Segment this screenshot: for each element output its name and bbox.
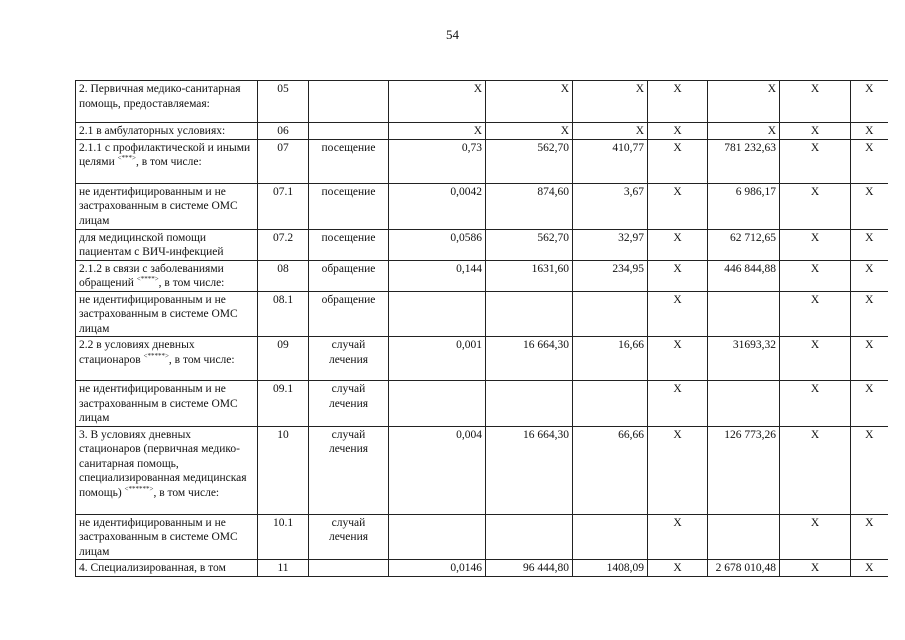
cell-n4	[708, 291, 780, 337]
data-table	[75, 80, 888, 577]
cell-n3: 16,66	[573, 337, 648, 381]
table-row	[76, 139, 888, 183]
cell-n2: 874,60	[486, 183, 573, 229]
cell-n3: 32,97	[573, 229, 648, 260]
cell-x1: X	[648, 291, 708, 337]
page-number: 54	[446, 27, 459, 42]
cell-x1: X	[648, 139, 708, 183]
cell-n1: 0,0146	[389, 560, 486, 577]
cell-code: 09	[258, 337, 309, 381]
cell-x3: X	[851, 426, 888, 514]
cell-n4	[708, 514, 780, 560]
cell-n2: X	[486, 81, 573, 123]
table-row	[76, 337, 888, 381]
cell-x2: X	[780, 514, 851, 560]
table-row	[76, 560, 888, 577]
cell-name	[76, 514, 258, 560]
cell-name	[76, 337, 258, 381]
cell-x2: X	[780, 123, 851, 140]
row-label: 2. Первичная медико-санитарная помощь, предоставляемая:	[79, 83, 241, 110]
cell-name	[76, 81, 258, 123]
cell-x1: X	[648, 123, 708, 140]
row-label-tail: , в том числе:	[158, 277, 225, 289]
cell-x3: X	[851, 139, 888, 183]
table-row	[76, 514, 888, 560]
cell-unit: случай лечения	[309, 381, 389, 427]
cell-x3: X	[851, 260, 888, 291]
cell-x1: X	[648, 337, 708, 381]
cell-unit: посещение	[309, 229, 389, 260]
cell-unit: случай лечения	[309, 337, 389, 381]
cell-n1	[389, 514, 486, 560]
cell-n3: 234,95	[573, 260, 648, 291]
cell-x2: X	[780, 139, 851, 183]
cell-name	[76, 139, 258, 183]
cell-x3: X	[851, 560, 888, 577]
cell-name	[76, 381, 258, 427]
cell-name	[76, 260, 258, 291]
cell-unit: случай лечения	[309, 426, 389, 514]
cell-x3: X	[851, 229, 888, 260]
cell-x1: X	[648, 81, 708, 123]
row-label: не идентифицированным и не застрахованным в системе ОМС лицам	[79, 516, 238, 558]
cell-n4: 6 986,17	[708, 183, 780, 229]
cell-unit	[309, 560, 389, 577]
cell-n1: 0,004	[389, 426, 486, 514]
cell-code: 07.1	[258, 183, 309, 229]
cell-name	[76, 560, 258, 577]
cell-x1: X	[648, 560, 708, 577]
cell-name	[76, 426, 258, 514]
cell-n1: X	[389, 81, 486, 123]
cell-n4: 446 844,88	[708, 260, 780, 291]
cell-n2: 96 444,80	[486, 560, 573, 577]
cell-n4: X	[708, 123, 780, 140]
cell-unit: обращение	[309, 260, 389, 291]
cell-x1: X	[648, 229, 708, 260]
row-label: 3. В условиях дневных стационаров (первичная медико-санитарная помощь, специализированная медицинская помощь)	[79, 428, 247, 499]
cell-code: 07.2	[258, 229, 309, 260]
cell-n3	[573, 291, 648, 337]
cell-x3: X	[851, 337, 888, 381]
row-label: 2.1.2 в связи с заболеваниями обращений	[79, 262, 224, 289]
row-label: 2.2 в условиях дневных стационаров	[79, 339, 195, 366]
cell-n3: X	[573, 81, 648, 123]
table-row	[76, 381, 888, 427]
row-label: 2.1.1 с профилактической и иными целями	[79, 141, 251, 168]
row-label-tail: , в том числе:	[136, 156, 202, 168]
cell-n4	[708, 381, 780, 427]
cell-name	[76, 183, 258, 229]
cell-x1: X	[648, 381, 708, 427]
cell-n4: 62 712,65	[708, 229, 780, 260]
row-label: 2.1 в амбулаторных условиях:	[79, 125, 226, 137]
footnote-ref: <****>	[136, 275, 159, 284]
cell-n3: 3,67	[573, 183, 648, 229]
table-row	[76, 183, 888, 229]
cell-x2: X	[780, 560, 851, 577]
row-label-tail: , в том числе:	[153, 486, 220, 499]
cell-code: 07	[258, 139, 309, 183]
cell-n2: 1631,60	[486, 260, 573, 291]
cell-n1: 0,0042	[389, 183, 486, 229]
cell-x1: X	[648, 514, 708, 560]
cell-n1: 0,0586	[389, 229, 486, 260]
cell-n3: X	[573, 123, 648, 140]
cell-code: 05	[258, 81, 309, 123]
cell-x1: X	[648, 183, 708, 229]
cell-n4: 31693,32	[708, 337, 780, 381]
cell-code: 06	[258, 123, 309, 140]
row-label-tail: , в том числе:	[168, 353, 235, 366]
cell-n1: 0,001	[389, 337, 486, 381]
cell-n3: 410,77	[573, 139, 648, 183]
cell-n2: 16 664,30	[486, 426, 573, 514]
cell-x2: X	[780, 229, 851, 260]
row-label: для медицинской помощи пациентам с ВИЧ-инфекцией	[79, 231, 224, 258]
cell-code: 10	[258, 426, 309, 514]
row-label: не идентифицированным и не застрахованным в системе ОМС лицам	[79, 383, 238, 424]
cell-n3	[573, 381, 648, 427]
cell-n2: 16 664,30	[486, 337, 573, 381]
table-row	[76, 123, 888, 140]
cell-x3: X	[851, 123, 888, 140]
cell-n1: 0,73	[389, 139, 486, 183]
cell-n2: 562,70	[486, 139, 573, 183]
row-label: не идентифицированным и не застрахованным в системе ОМС лицам	[79, 185, 238, 227]
cell-x2: X	[780, 381, 851, 427]
cell-name	[76, 123, 258, 140]
cell-name	[76, 229, 258, 260]
cell-n1	[389, 381, 486, 427]
table-row	[76, 81, 888, 123]
cell-n2	[486, 514, 573, 560]
cell-code: 09.1	[258, 381, 309, 427]
cell-unit	[309, 123, 389, 140]
cell-x3: X	[851, 291, 888, 337]
table-row	[76, 291, 888, 337]
cell-n3: 1408,09	[573, 560, 648, 577]
cell-x3: X	[851, 81, 888, 123]
cell-x2: X	[780, 81, 851, 123]
cell-code: 10.1	[258, 514, 309, 560]
cell-n2: X	[486, 123, 573, 140]
cell-x2: X	[780, 183, 851, 229]
cell-n3	[573, 514, 648, 560]
cell-x3: X	[851, 183, 888, 229]
footnote-ref: <***>	[117, 154, 136, 163]
cell-n4: 2 678 010,48	[708, 560, 780, 577]
cell-unit	[309, 81, 389, 123]
table-row	[76, 260, 888, 291]
cell-n1: X	[389, 123, 486, 140]
row-label: 4. Специализированная, в том	[79, 562, 226, 574]
table-row	[76, 229, 888, 260]
cell-n4: X	[708, 81, 780, 123]
cell-n1: 0,144	[389, 260, 486, 291]
cell-x2: X	[780, 426, 851, 514]
cell-x1: X	[648, 426, 708, 514]
table-row	[76, 426, 888, 514]
row-label: не идентифицированным и не застрахованным в системе ОМС лицам	[79, 293, 238, 335]
cell-x2: X	[780, 291, 851, 337]
cell-n4: 781 232,63	[708, 139, 780, 183]
cell-x1: X	[648, 260, 708, 291]
cell-name	[76, 291, 258, 337]
cell-code: 11	[258, 560, 309, 577]
cell-unit: случай лечения	[309, 514, 389, 560]
cell-x3: X	[851, 381, 888, 427]
cell-unit: посещение	[309, 183, 389, 229]
cell-x2: X	[780, 260, 851, 291]
cell-x2: X	[780, 337, 851, 381]
cell-code: 08	[258, 260, 309, 291]
cell-n3: 66,66	[573, 426, 648, 514]
cell-n4: 126 773,26	[708, 426, 780, 514]
footnote-ref: <*****>	[143, 351, 169, 360]
cell-n2: 562,70	[486, 229, 573, 260]
footnote-ref: <******>	[124, 484, 154, 493]
cell-n2	[486, 291, 573, 337]
table-body	[76, 81, 888, 577]
cell-unit: посещение	[309, 139, 389, 183]
cell-code: 08.1	[258, 291, 309, 337]
cell-n2	[486, 381, 573, 427]
cell-unit: обращение	[309, 291, 389, 337]
cell-x3: X	[851, 514, 888, 560]
cell-n1	[389, 291, 486, 337]
